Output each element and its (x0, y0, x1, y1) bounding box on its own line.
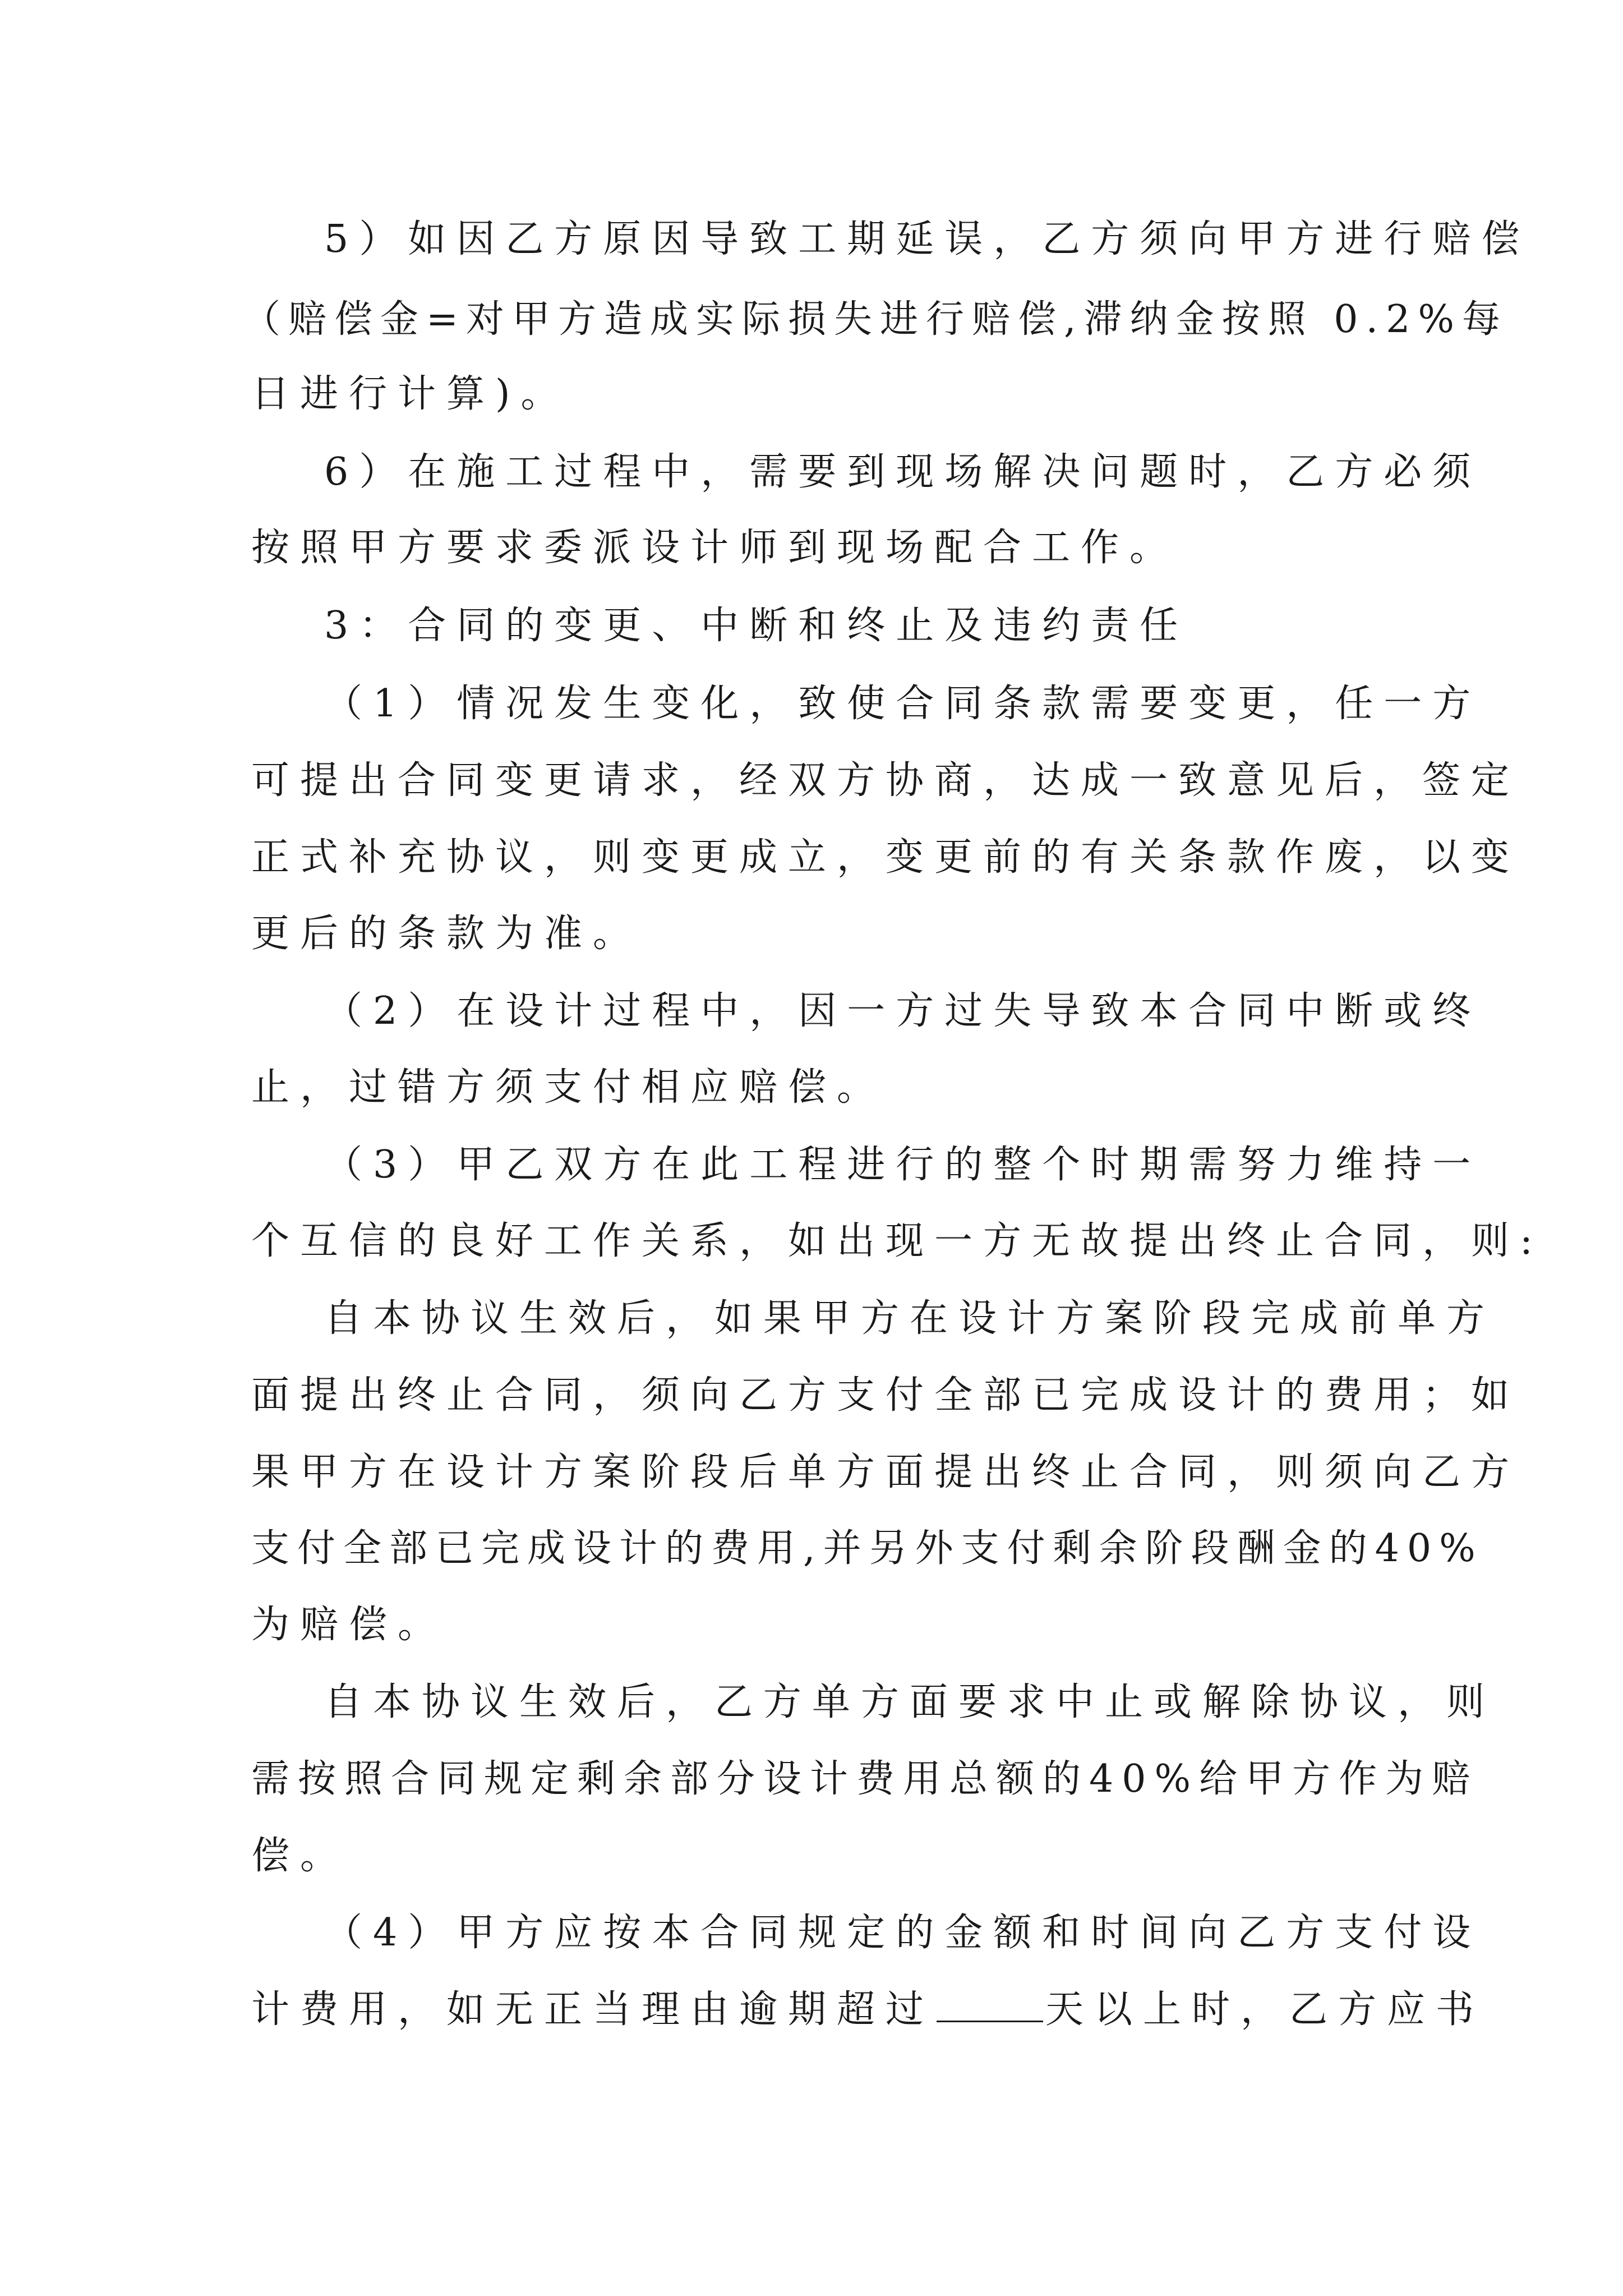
text-line-7: （1）情况发生变化，致使合同条款需要变更，任一方 (324, 682, 1482, 726)
text-line-1: 5）如因乙方原因导致工期延误，乙方须向甲方进行赔偿 (324, 217, 1530, 261)
section-heading: 3：合同的变更、中断和终止及违约责任 (324, 604, 1189, 648)
text-line-9: 正式补充协议，则变更成立，变更前的有关条款作废，以变 (251, 835, 1520, 880)
text-line-13: （3）甲乙双方在此工程进行的整个时期需努力维持一 (324, 1143, 1482, 1187)
text-line-15: 自本协议生效后，如果甲方在设计方案阶段完成前单方 (324, 1296, 1496, 1341)
text-line-10: 更后的条款为准。 (251, 912, 642, 956)
text-line-24 (251, 1985, 1484, 2035)
text-line-16: 面提出终止合同，须向乙方支付全部已完成设计的费用；如 (251, 1373, 1520, 1418)
text-line-2: （赔偿金=对甲方造成实际损失进行赔偿,滞纳金按照 0.2%每 (242, 297, 1508, 342)
text-line-19: 为赔偿。 (251, 1603, 447, 1647)
text-line-5: 按照甲方要求委派设计师到现场配合工作。 (251, 526, 1179, 570)
text-line-3: 日进行计算)。 (251, 372, 570, 416)
text-line-24-end: 天以上时，乙方应书 (1045, 1987, 1485, 2032)
text-line-24-start: 计费用，如无正当理由逾期超过 (251, 1987, 935, 2032)
text-line-12: 止，过错方须支付相应赔偿。 (251, 1065, 886, 1110)
text-line-11: （2）在设计过程中，因一方过失导致本合同中断或终 (324, 989, 1482, 1033)
text-line-21: 需按照合同规定剩余部分设计费用总额的40%给甲方作为赔 (251, 1757, 1479, 1801)
text-line-22: 偿。 (251, 1834, 349, 1878)
text-line-8: 可提出合同变更请求，经双方协商，达成一致意见后，签定 (251, 758, 1520, 803)
fill-in-blank (937, 2018, 1043, 2022)
text-line-18: 支付全部已完成设计的费用,并另外支付剩余阶段酬金的40% (251, 1526, 1483, 1571)
text-line-17: 果甲方在设计方案阶段后单方面提出终止合同，则须向乙方 (251, 1450, 1520, 1494)
text-line-4: 6）在施工过程中，需要到现场解决问题时，乙方必须 (324, 450, 1482, 494)
text-line-20: 自本协议生效后，乙方单方面要求中止或解除协议，则 (324, 1680, 1496, 1724)
text-line-14: 个互信的良好工作关系，如出现一方无故提出终止合同，则: (251, 1219, 1543, 1263)
text-line-23: （4）甲方应按本合同规定的金额和时间向乙方支付设 (324, 1911, 1482, 1955)
